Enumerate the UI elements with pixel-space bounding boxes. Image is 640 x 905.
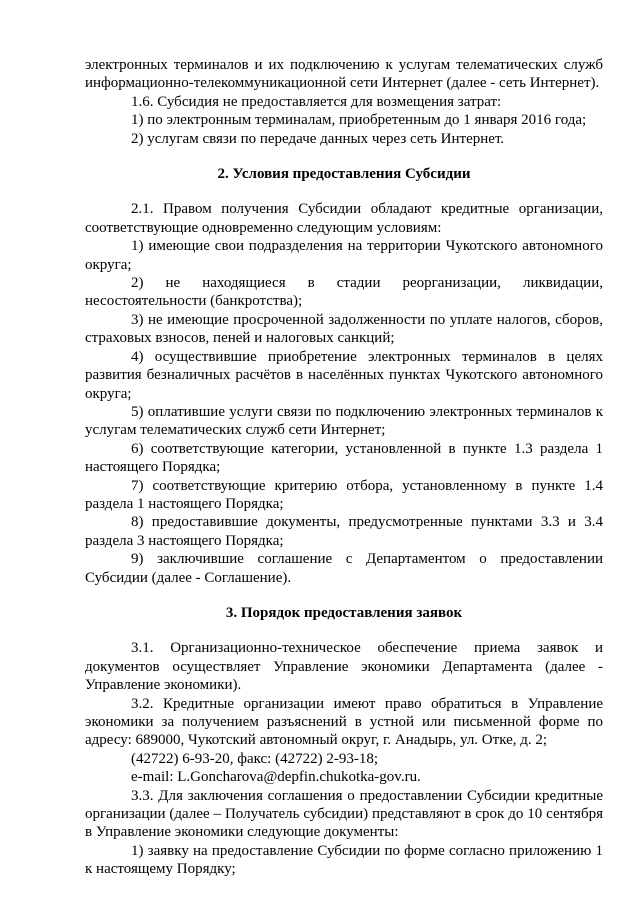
paragraph: 3.2. Кредитные организации имеют право обратиться в Управление экономики за получением разъяснений в устной или письменной форме по адресу: 689000, Чукотский автономный округ, г. Анадырь, ул. Отке, д. 2; xyxy=(85,695,603,749)
section-heading: 2. Условия предоставления Субсидии xyxy=(217,166,471,183)
list-item: 4) осуществившие приобретение электронных терминалов в целях развития безналичных расчётов в населённых пунктах Чукотского автономного округа; xyxy=(85,348,603,402)
list-item: 9) заключившие соглашение с Департаментом о предоставлении Субсидии (далее - Соглашение). xyxy=(85,551,603,586)
contact-email: e-mail: L.Goncharova@depfin.chukotka-gov.ru. xyxy=(131,769,421,786)
paragraph: 2.1. Правом получения Субсидии обладают кредитные организации, соответствующие одновременно следующим условиям: xyxy=(85,201,603,236)
paragraph: 1) по электронным терминалам, приобретенным до 1 января 2016 года; xyxy=(131,112,587,129)
paragraph: 2) услугам связи по передаче данных через сеть Интернет. xyxy=(131,130,505,147)
contact-phone: (42722) 6-93-20, факс: (42722) 2-93-18; xyxy=(131,750,378,767)
document-body xyxy=(85,56,603,879)
paragraph: электронных терминалов и их подключению к услугам телематических служб информационно-телекоммуникационной сети Интернет (далее - сеть Интернет). xyxy=(85,57,603,92)
list-item: 6) соответствующие категории, установленной в пункте 1.3 раздела 1 настоящего Порядка; xyxy=(85,440,603,476)
paragraph: 1.6. Субсидия не предоставляется для возмещения затрат: xyxy=(131,93,502,110)
list-item: 3) не имеющие просроченной задолженности по уплате налогов, сборов, страховых взносов, пеней и налоговых санкций; xyxy=(85,311,603,347)
list-item: 1) имеющие свои подразделения на территории Чукотского автономного округа; xyxy=(85,238,603,273)
list-item: 1) заявку на предоставление Субсидии по форме согласно приложению 1 к настоящему Порядку; xyxy=(85,842,603,878)
paragraph: 3.1. Организационно-техническое обеспечение приема заявок и документов осуществляет Управление экономики Департамента (далее - Управление экономики). xyxy=(85,640,603,694)
section-heading: 3. Порядок предоставления заявок xyxy=(225,604,463,621)
list-item: 8) предоставившие документы, предусмотренные пунктами 3.3 и 3.4 раздела 3 настоящего Порядка; xyxy=(85,514,603,549)
paragraph: 3.3. Для заключения соглашения о предоставлении Субсидии кредитные организации (далее – Получатель субсидии) представляют в срок до 10 сентября в Управление экономики следующие документы: xyxy=(85,787,603,841)
list-item: 2) не находящиеся в стадии реорганизации, ликвидации, несостоятельности (банкротства); xyxy=(85,275,603,310)
list-item: 7) соответствующие критерию отбора, установленному в пункте 1.4 раздела 1 настоящего Порядка; xyxy=(85,477,603,512)
list-item: 5) оплатившие услуги связи по подключению электронных терминалов к услугам телематических служб сети Интернет; xyxy=(85,403,603,439)
